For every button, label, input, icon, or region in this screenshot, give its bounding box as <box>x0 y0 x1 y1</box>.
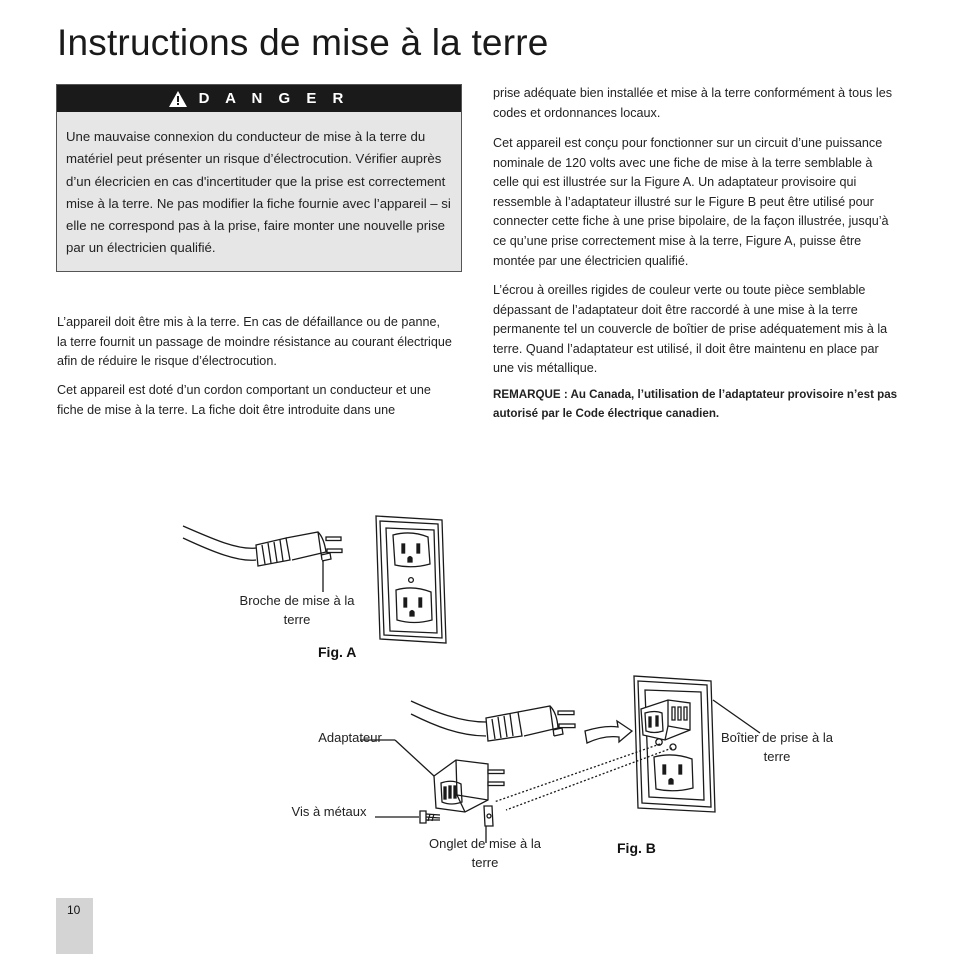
right-paragraph-1: prise adéquate bien installée et mise à la terre conformément à tous les codes et ordonnances locaux. <box>493 86 893 120</box>
right-paragraph-2: Cet appareil est conçu pour fonctionner sur un circuit d’une puissance nominale de 120 volts avec une fiche de mise à la terre semblable à celle qui est illustrée sur la Figure A. Un adaptateur provisoire qui ressemble à l’adaptateur illustré sur le Figure B peut être utilisé pour connecter cette fiche à une prise bipolaire, de la façon illustrée, jusqu’à ce qu’une prise correctement mise à la terre, Figure A, puisse être montée par une électricien qualifié. <box>493 136 889 268</box>
fig-b-adapter-icon <box>434 760 504 826</box>
left-paragraph-1: L’appareil doit être mis à la terre. En cas de défaillance ou de panne, la terre fournit un passage de moindre résistance au courant électrique afin de réduire le risque d’électrocution. <box>57 315 452 369</box>
danger-heading: D A N G E R <box>198 90 350 107</box>
label-outlet-box: Boîtier de prise à la terre <box>720 730 833 764</box>
fig-a-wall-outlet-icon <box>376 516 446 643</box>
fig-b-caption: Fig. B <box>617 840 656 856</box>
fig-b-grounded-plug-icon <box>486 706 575 741</box>
page-number-tab <box>56 898 93 954</box>
label-metal-screw: Vis à métaux <box>291 804 367 819</box>
left-paragraph-2: Cet appareil est doté d’un cordon comportant un conducteur et une fiche de mise à la terre. La fiche doit être introduite dans une <box>57 383 431 417</box>
label-ground-pin: Broche de mise à la terre <box>239 593 355 627</box>
fig-a-cord-icon <box>183 526 256 560</box>
canada-note: REMARQUE : Au Canada, l’utilisation de l’adaptateur provisoire n’est pas autorisé par le Code électrique canadien. <box>493 388 898 420</box>
fig-b-metal-screw-icon <box>420 811 440 823</box>
danger-text: Une mauvaise connexion du conducteur de mise à la terre du matériel peut présenter un risque d’électrocution. Vérifier auprès d’un élecricien en cas d'incertituder que la prise est correctement mise à la terre. Ne pas modifier la fiche fournie avec l’appareil – si elle ne correspond pas à la prise, faire monter une nouvelle prise par un électricien qualifié. <box>66 129 451 256</box>
label-ground-tab: Onglet de mise à la terre <box>428 836 541 870</box>
fig-a-caption: Fig. A <box>318 644 357 660</box>
label-adapter: Adaptateur <box>318 730 382 745</box>
page-title: Instructions de mise à la terre <box>57 22 549 63</box>
fig-a-grounded-plug-icon <box>256 532 342 592</box>
page-number: 10 <box>67 903 81 917</box>
insert-arrow-icon <box>585 721 632 743</box>
right-paragraph-3: L’écrou à oreilles rigides de couleur verte ou toute pièce semblable dépassant de l’adaptateur doit être raccordé à une mise à la terre permanente tel un couvercle de boîtier de prise adéquatement mis à la terre. Quand l’adaptateur est utilisé, il doit être maintenu en place par une vis métallique. <box>493 283 888 376</box>
fig-b-cord-icon <box>411 701 486 736</box>
fig-b-wall-outlet-icon <box>634 676 715 812</box>
